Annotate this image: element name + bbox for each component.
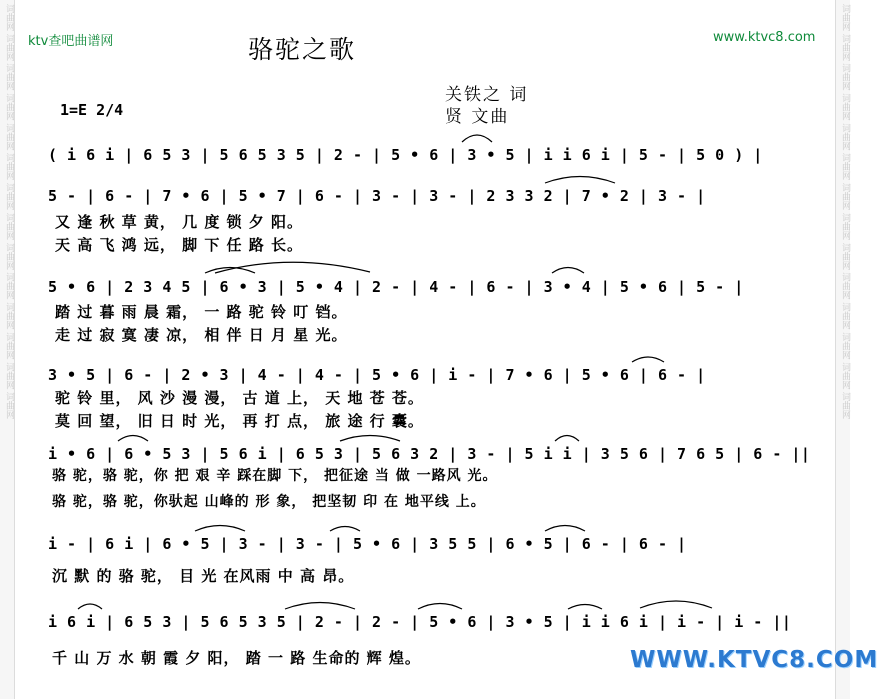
row-1-notes: 5 - | 6 - | 7 • 6 | 5 • 7 | 6 - | 3 - | 3 - | 2 3 3 2 | 7 • 2 | 3 - | bbox=[48, 187, 706, 205]
slur-r4b bbox=[340, 436, 400, 442]
slur-r5a bbox=[195, 526, 245, 532]
row-6-notes: i 6 i | 6 5 3 | 5 6 5 3 5 | 2 - | 2 - | 5 • 6 | 3 • 5 | i i 6 i | i - | i - || bbox=[48, 613, 792, 631]
row-2-lyrics-verse2: 走 过 寂 寞 凄 凉， 相 伴 日 月 星 光。 bbox=[55, 326, 348, 344]
slur-intro bbox=[462, 135, 492, 142]
slur-r4a bbox=[118, 436, 148, 442]
slur-r2c bbox=[552, 268, 584, 274]
row-5-lyrics: 沉 默 的 骆 驼， 目 光 在风雨 中 高 昂。 bbox=[52, 567, 355, 585]
slur-r6c bbox=[418, 604, 462, 610]
row-2-lyrics-verse1: 踏 过 暮 雨 晨 霜， 一 路 驼 铃 叮 铛。 bbox=[55, 303, 348, 321]
site-url-right: www.ktvc8.com bbox=[713, 30, 816, 45]
slur-r5b bbox=[330, 527, 360, 532]
slur-r4c bbox=[555, 436, 579, 442]
row-1-lyrics-verse1: 又 逢 秋 草 黄， 几 度 锁 夕 阳。 bbox=[55, 213, 304, 231]
row-3-notes: 3 • 5 | 6 - | 2 • 3 | 4 - | 4 - | 5 • 6 | i - | 7 • 6 | 5 • 6 | 6 - | bbox=[48, 366, 706, 384]
site-name-left: ktv查吧曲谱网 bbox=[28, 34, 114, 49]
slur-r2b bbox=[215, 262, 370, 273]
row-5-notes: i - | 6 i | 6 • 5 | 3 - | 3 - | 5 • 6 | 3 5 5 | 6 • 5 | 6 - | 6 - | bbox=[48, 535, 687, 553]
row-6-lyrics: 千 山 万 水 朝 霞 夕 阳， 踏 一 路 生命的 辉 煌。 bbox=[52, 649, 421, 667]
row-3-lyrics-verse1: 驼 铃 里， 风 沙 漫 漫， 古 道 上， 天 地 苍 苍。 bbox=[55, 389, 424, 407]
row-2-notes: 5 • 6 | 2 3 4 5 | 6 • 3 | 5 • 4 | 2 - | 4 - | 6 - | 3 • 4 | 5 • 6 | 5 - | bbox=[48, 278, 744, 296]
slur-r2a bbox=[205, 268, 255, 274]
row-4-lyrics-verse1: 骆 驼，骆 驼，你 把 艰 辛 踩在脚 下， 把征途 当 做 一路风 光。 bbox=[52, 468, 498, 484]
bottom-site-logo: WWW.KTVC8.COM bbox=[630, 647, 878, 673]
row-4-lyrics-verse2: 骆 驼，骆 驼，你驮起 山峰的 形 象， 把坚韧 印 在 地平线 上。 bbox=[52, 494, 486, 510]
composer-credit: 贤 文曲 bbox=[445, 107, 510, 127]
slur-r1a bbox=[545, 177, 615, 184]
lyricist-credit: 关铁之 词 bbox=[445, 85, 529, 105]
left-watermark-text: 词曲网 词曲网 词曲网 词曲网 词曲网 词曲网 词曲网 词曲网 词曲网 词曲网 词曲网 词曲网 词曲网 词曲网 bbox=[4, 4, 14, 420]
intro-notes: ( i 6 i | 6 5 3 | 5 6 5 3 5 | 2 - | 5 • 6 | 3 • 5 | i i 6 i | 5 - | 5 0 ) | bbox=[48, 146, 763, 164]
slur-r3a bbox=[632, 357, 664, 362]
slur-r6d bbox=[568, 605, 602, 610]
right-watermark-text: 词曲网 词曲网 词曲网 词曲网 词曲网 词曲网 词曲网 词曲网 词曲网 词曲网 词曲网 词曲网 词曲网 词曲网 bbox=[840, 4, 850, 420]
slur-r6e bbox=[640, 601, 712, 608]
row-4-notes: i • 6 | 6 • 5 3 | 5 6 i | 6 5 3 | 5 6 3 2 | 3 - | 5 i i | 3 5 6 | 7 6 5 | 6 - || bbox=[48, 445, 811, 463]
row-1-lyrics-verse2: 天 高 飞 鸿 远， 脚 下 任 路 长。 bbox=[55, 236, 304, 254]
slur-r5c bbox=[545, 526, 585, 532]
key-signature: 1=E 2/4 bbox=[60, 101, 124, 119]
song-title: 骆驼之歌 bbox=[248, 35, 357, 64]
slur-r6a bbox=[78, 604, 102, 609]
slur-r6b bbox=[285, 603, 355, 610]
row-3-lyrics-verse2: 莫 回 望， 旧 日 时 光， 再 打 点， 旅 途 行 囊。 bbox=[55, 412, 424, 430]
